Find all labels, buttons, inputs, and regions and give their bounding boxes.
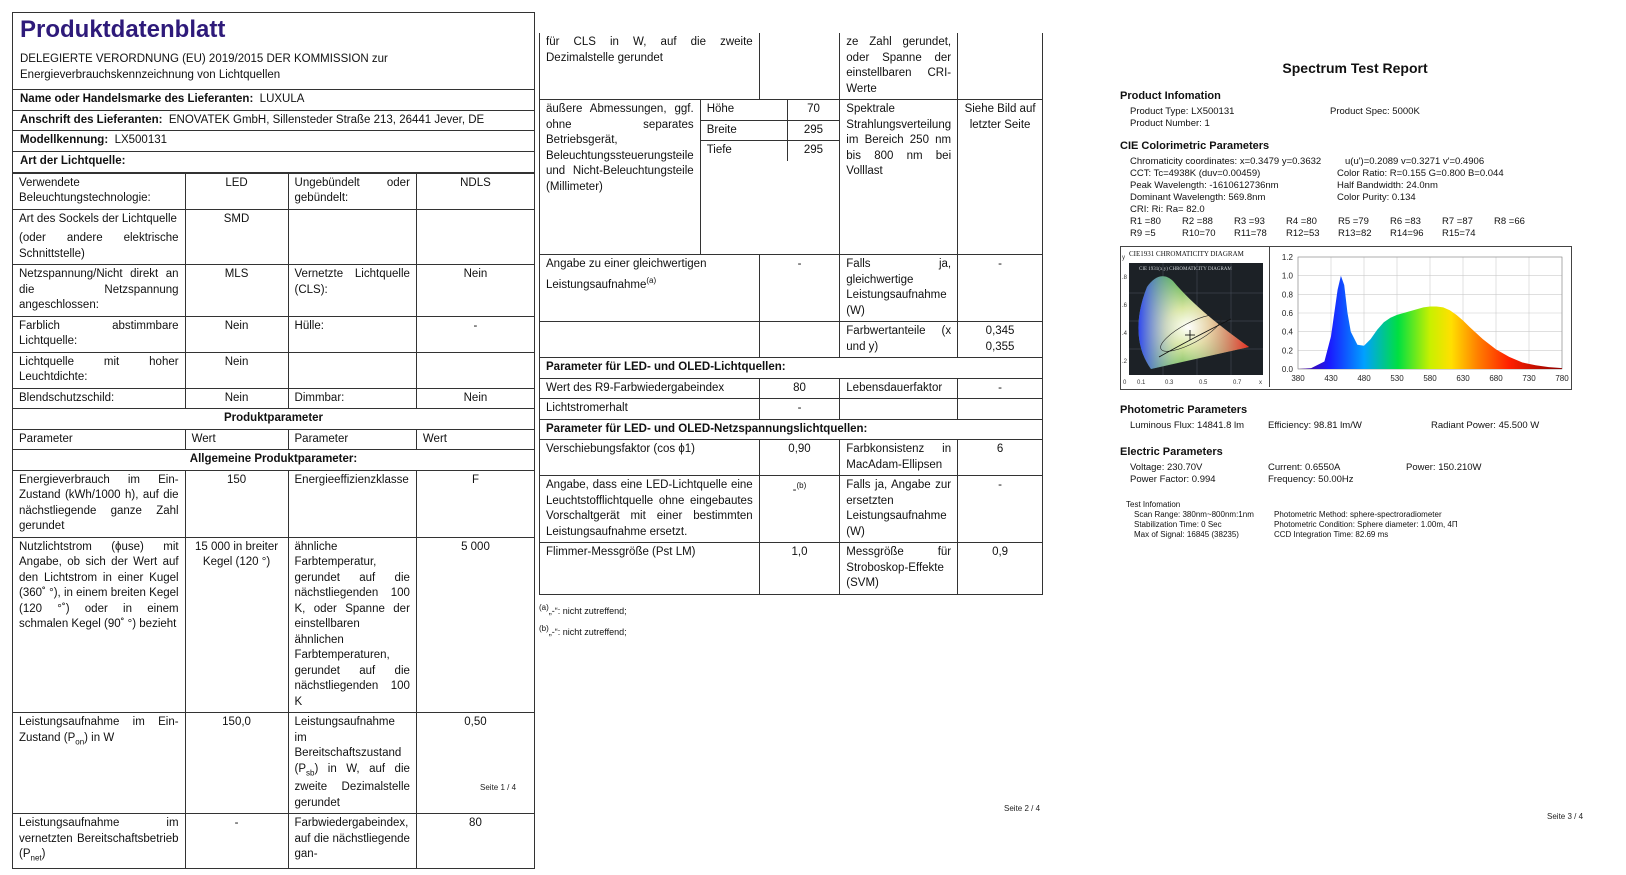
test-info-line xyxy=(1120,530,1590,540)
cie-y-tick: .4 xyxy=(1122,331,1128,337)
x-tick-label: 430 xyxy=(1324,374,1338,383)
text: Leistungsaufnahme im Ein-Zustand (P xyxy=(19,716,179,744)
table-cell: 295 xyxy=(803,144,824,156)
column-header: Parameter xyxy=(288,429,416,450)
table-cell: 0,50 xyxy=(416,713,534,814)
table-row xyxy=(540,358,1043,379)
table-cell: Farbwertanteile (x und y) xyxy=(840,322,958,358)
table-row xyxy=(701,120,840,141)
table-cell: LED xyxy=(185,173,288,209)
table-cell: Spektrale Strahlungsverteilung im Bereich 250 nm bis 800 nm bei Volllast xyxy=(840,100,958,255)
text: ) in W, auf die zweite Dezimalstelle gerundet xyxy=(294,762,410,809)
text: Max of Signal: 16845 (38235) xyxy=(1134,530,1239,539)
table-row xyxy=(540,399,1043,420)
cri-value: R11=78 xyxy=(1234,228,1267,239)
cie-diagram-title: CIE1931 CHROMATICITY DIAGRAM xyxy=(1129,250,1244,258)
y-tick-label: 0.0 xyxy=(1281,365,1293,374)
product-type: Product Type: LX500131 xyxy=(1130,106,1235,117)
table-cell: Falls ja, gleichwertige Leistungsaufnahme (W) xyxy=(840,255,958,322)
table-cell: 6 xyxy=(958,440,1043,476)
electric-line xyxy=(1120,474,1590,486)
test-info-heading: Test Infomation xyxy=(1126,500,1181,509)
page-3 xyxy=(1120,60,1590,540)
table-cell: NDLS xyxy=(416,173,534,209)
model-value: LX500131 xyxy=(114,134,168,146)
cie-x-tick: 0.5 xyxy=(1199,380,1208,386)
table-cell xyxy=(540,255,760,322)
cri-value: R13=82 xyxy=(1338,228,1372,239)
text: Leistungsaufnahme im Bereitschaftszustand (P xyxy=(294,716,402,775)
table-cell: Lebensdauerfaktor xyxy=(840,378,958,399)
table-cell: Farbwiedergabeindex, auf die nächstliegende gan- xyxy=(288,814,416,869)
table-cell: - xyxy=(958,476,1043,543)
table-row xyxy=(13,265,535,317)
section-heading: Allgemeine Produktparameter: xyxy=(13,450,535,471)
cri-value: R12=53 xyxy=(1286,228,1320,239)
cie-diagram xyxy=(1121,247,1270,387)
table-row xyxy=(540,255,1043,322)
y-tick-label: 1.0 xyxy=(1281,271,1293,281)
footnotes xyxy=(539,599,1043,641)
text: Color Purity: 0.134 xyxy=(1337,192,1416,203)
table-cell: 0,90 xyxy=(759,440,840,476)
regulation-text: DELEGIERTE VERORDNUNG (EU) 2019/2015 DER KOMMISSION zur Energieverbrauchskennzeichnung von Lichtquellen xyxy=(13,50,534,90)
table-cell: - xyxy=(958,378,1043,399)
x-tick-label: 780 xyxy=(1555,374,1569,383)
luminous-flux: Luminous Flux: 14841.8 lm xyxy=(1130,420,1245,431)
text: Chromaticity coordinates: x=0.3479 y=0.3632 xyxy=(1130,156,1322,167)
text: Leistungsaufnahme im vernetzten Bereitschaftsbetrieb (P xyxy=(19,817,179,861)
section-heading: Parameter für LED- und OLED-Netzspannungslichtquellen: xyxy=(540,419,1043,440)
cie-line: CRI: Ri: Ra= 82.0 xyxy=(1130,204,1205,215)
x-tick-label: 530 xyxy=(1390,374,1404,383)
product-number: Product Number: 1 xyxy=(1130,118,1210,129)
page1-header-block xyxy=(12,12,535,173)
table-cell xyxy=(288,209,416,265)
cie-x-tick: x xyxy=(1259,380,1262,386)
superscript: (b) xyxy=(539,623,549,633)
model-label: Modellkennung: xyxy=(20,134,109,146)
y-tick-label: 0.8 xyxy=(1281,290,1293,300)
x-tick-label: 730 xyxy=(1522,374,1536,383)
table-cell: für CLS in W, auf die zweite Dezimalstelle gerundet xyxy=(540,33,760,100)
test-info-line xyxy=(1120,520,1590,530)
cri-value: R1 =80 xyxy=(1130,216,1161,227)
column-header: Wert xyxy=(416,429,534,450)
supplier-address-value: ENOVATEK GmbH, Sillensteder Straße 213, 26441 Jever, DE xyxy=(168,113,485,126)
electric-line xyxy=(1120,462,1590,474)
table-cell: Blendschutzschild: xyxy=(13,388,186,409)
table-cell: Tiefe xyxy=(701,141,788,161)
current: Current: 0.6550A xyxy=(1268,462,1341,473)
table-cell: Nein xyxy=(185,316,288,352)
section-heading: Produktparameter xyxy=(13,409,535,430)
supplier-name-value: LUXULA xyxy=(259,93,305,105)
table-row xyxy=(13,388,535,409)
table-cell: 1,0 xyxy=(759,543,840,595)
spectrum-x-ticks xyxy=(1291,374,1569,383)
text: Dominant Wavelength: 569.8nm xyxy=(1130,192,1266,203)
chromaticity-x: 0,345 xyxy=(985,325,1015,337)
supplier-address-row xyxy=(13,111,534,132)
document-title: Produktdatenblatt xyxy=(20,16,226,43)
table-row xyxy=(13,316,535,352)
power: Power: 150.210W xyxy=(1406,462,1482,473)
table-cell: Siehe Bild auf letzter Seite xyxy=(958,100,1043,255)
table-cell xyxy=(13,209,186,265)
table-cell: - xyxy=(759,255,840,322)
table-cell: Wert des R9-Farbwiedergabeindex xyxy=(540,378,760,399)
test-info-line xyxy=(1120,510,1590,520)
superscript: (a) xyxy=(539,602,549,612)
table-cell: - xyxy=(416,316,534,352)
cri-value: R6 =83 xyxy=(1390,216,1421,227)
table-cell: SMD xyxy=(185,209,288,265)
table-cell: Energieeffizienzklasse xyxy=(288,470,416,537)
table-cell: Ungebündelt oder gebündelt: xyxy=(288,173,416,209)
text: CCD Integration Time: 82.69 ms xyxy=(1274,530,1389,539)
table-cell: F xyxy=(416,470,534,537)
cie-diagram-subtitle: CIE 1931(x,y) CHROMATICITY DIAGRAM xyxy=(1139,267,1232,272)
table-cell: Nein xyxy=(416,265,534,317)
text: ) in W xyxy=(84,731,115,744)
text: Angabe zu einer gleichwertigen Leistungsaufnahme xyxy=(546,258,707,291)
table-cell xyxy=(416,209,534,265)
table-cell xyxy=(759,33,840,100)
subscript: net xyxy=(30,853,42,863)
table-cell: Nutzlichtstrom (ϕuse) mit Angabe, ob sich der Wert auf den Lichtstrom in einer Kugel (360˚ °), in einem breiten Kegel (120 °˚) oder in einem schmalen Kegel (90˚ °) bezieht xyxy=(13,537,186,713)
text: Photometric Method: sphere-spectroradiometer xyxy=(1274,510,1442,519)
cri-row-1 xyxy=(1120,216,1590,228)
voltage: Voltage: 230.70V xyxy=(1130,462,1203,473)
table-cell: Verschiebungsfaktor (cos ϕ1) xyxy=(540,440,760,476)
text: Photometric Condition: Sphere diameter: 1.00m, 4Π xyxy=(1274,520,1458,529)
table-cell: Höhe xyxy=(701,100,788,120)
table-row xyxy=(13,537,535,713)
table-cell xyxy=(840,399,958,420)
table-row xyxy=(540,419,1043,440)
dimensions-table xyxy=(701,100,840,161)
table-cell: Messgröße für Stroboskop-Effekte (SVM) xyxy=(840,543,958,595)
table-cell: 295 xyxy=(787,120,839,141)
page-number: Seite 1 / 4 xyxy=(480,783,517,792)
table-row xyxy=(13,209,535,265)
table-row xyxy=(13,429,535,450)
table-row xyxy=(540,476,1043,543)
table-cell: 5 000 xyxy=(416,537,534,713)
table-row xyxy=(13,173,535,209)
table-row xyxy=(13,470,535,537)
table-row xyxy=(13,713,535,814)
spectrum-chart xyxy=(1270,247,1570,387)
table-cell: Farbkonsistenz in MacAdam-Ellipsen xyxy=(840,440,958,476)
cie-x-ticks xyxy=(1123,380,1262,386)
cri-value: R10=70 xyxy=(1182,228,1216,239)
table-row xyxy=(13,814,535,869)
table-row xyxy=(13,352,535,388)
section-heading: Parameter für LED- und OLED-Lichtquellen: xyxy=(540,358,1043,379)
text: Scan Range: 380nm~800nm:1nm xyxy=(1134,510,1254,519)
light-source-type-label: Art der Lichtquelle: xyxy=(20,154,126,167)
table-cell: Falls ja, Angabe zur ersetzten Leistungsaufnahme (W) xyxy=(840,476,958,543)
text: u(u')=0.2089 v=0.3271 v'=0.4906 xyxy=(1345,156,1485,167)
table-cell: 15 000 in breiter Kegel (120 °) xyxy=(185,537,288,713)
table-row xyxy=(540,322,1043,358)
table-cell: MLS xyxy=(185,265,288,317)
table-row xyxy=(701,100,840,120)
chromaticity-y: 0,355 xyxy=(985,340,1015,353)
cie-line xyxy=(1120,192,1590,204)
table-cell: - xyxy=(185,814,288,869)
table-cell: ze Zahl gerundet, oder Spanne der einstellbaren CRI-Werte xyxy=(840,33,958,100)
table-row xyxy=(540,33,1043,100)
table-cell: 150,0 xyxy=(185,713,288,814)
cri-value: R3 =93 xyxy=(1234,216,1265,227)
cie-line xyxy=(1120,168,1590,180)
table-cell: 80 xyxy=(416,814,534,869)
x-tick-label: 580 xyxy=(1423,374,1437,383)
frequency: Frequency: 50.00Hz xyxy=(1268,474,1354,485)
x-tick-label: 630 xyxy=(1456,374,1470,383)
column-header: Wert xyxy=(185,429,288,450)
table-cell xyxy=(13,713,186,814)
cie-y-tick: .8 xyxy=(1122,275,1128,281)
cri-value: R9 =5 xyxy=(1130,228,1156,239)
table-cell xyxy=(759,322,840,358)
cie-heading: CIE Colorimetric Parameters xyxy=(1120,140,1270,152)
cie-y-tick: .6 xyxy=(1122,303,1128,309)
table-row xyxy=(13,450,535,471)
cie-y-tick: .2 xyxy=(1122,359,1128,365)
table-cell: Lichtstromerhalt xyxy=(540,399,760,420)
table-cell xyxy=(13,814,186,869)
table-cell: 80 xyxy=(759,378,840,399)
table-cell: Netzspannung/Nicht direkt an die Netzspannung angeschlossen: xyxy=(13,265,186,317)
table-cell xyxy=(759,476,840,543)
y-tick-label: 0.2 xyxy=(1281,346,1293,356)
cri-value: R15=74 xyxy=(1442,228,1476,239)
cri-value: R4 =80 xyxy=(1286,216,1317,227)
cri-value: R8 =66 xyxy=(1494,216,1525,227)
socket-label: Art des Sockels der Lichtquelle xyxy=(19,212,177,225)
footnote-a xyxy=(539,599,1043,620)
cie-x-tick: 0.1 xyxy=(1137,380,1146,386)
y-tick-label: 0.6 xyxy=(1281,309,1293,318)
page2-table xyxy=(539,33,1043,595)
table-cell: ähnliche Farbtemperatur, gerundet auf die nächstliegenden 100 K, oder Spanne der einstellbaren ähnlichen Farbtemperaturen, gerundet auf die nächstliegenden 100 K xyxy=(288,537,416,713)
table-cell: Verwendete Beleuchtungstechnologie: xyxy=(13,173,186,209)
table-cell: Lichtquelle mit hoher Leuchtdichte: xyxy=(13,352,186,388)
report-title: Spectrum Test Report xyxy=(1282,60,1428,76)
table-cell xyxy=(540,322,760,358)
text: - xyxy=(792,483,797,496)
power-factor: Power Factor: 0.994 xyxy=(1130,474,1216,485)
cri-row-2 xyxy=(1120,228,1590,240)
cie-x-tick: 0 xyxy=(1123,380,1127,386)
cie-line xyxy=(1120,156,1590,168)
y-tick-label: 1.2 xyxy=(1281,253,1293,262)
text: Peak Wavelength: -1610612736nm xyxy=(1130,180,1279,191)
page-number: Seite 3 / 4 xyxy=(1547,812,1584,821)
photometric-heading: Photometric Parameters xyxy=(1120,404,1248,416)
superscript: (a) xyxy=(646,275,657,285)
page1-table xyxy=(12,173,535,870)
table-cell: Flimmer-Messgröße (Pst LM) xyxy=(540,543,760,595)
table-cell: äußere Abmessungen, ggf. ohne separates Betriebsgerät, Beleuchtungssteuerungsteile und Nicht-Beleuchtungsteile (Millimeter) xyxy=(540,100,701,255)
footnote-b xyxy=(539,620,1043,641)
table-cell: Angabe, dass eine LED-Lichtquelle eine Leuchtstofflichtquelle ohne eingebautes Vorschaltgerät mit einer bestimmten Leistungsaufnahme ersetzt. xyxy=(540,476,760,543)
model-row xyxy=(13,131,534,152)
table-cell: Breite xyxy=(701,120,788,141)
table-cell: 70 xyxy=(787,100,839,120)
charts-panel xyxy=(1120,246,1572,390)
page-1 xyxy=(12,12,535,869)
cri-value: R14=96 xyxy=(1390,228,1424,239)
cri-value: R7 =87 xyxy=(1442,216,1473,227)
photometric-line xyxy=(1120,420,1590,432)
light-source-type-row xyxy=(13,152,534,173)
supplier-name-label: Name oder Handelsmarke des Lieferanten: xyxy=(20,93,254,105)
column-header: Parameter xyxy=(13,429,186,450)
supplier-name-row xyxy=(13,90,534,111)
table-cell: 150 xyxy=(185,470,288,537)
cie-y-ticks xyxy=(1122,275,1128,365)
table-cell: Energieverbrauch im Ein-Zustand (kWh/1000 h), auf die nächstliegende ganze Zahl gerundet xyxy=(13,470,186,537)
superscript: (b) xyxy=(796,481,807,490)
cie-line xyxy=(1120,180,1590,192)
x-tick-label: 480 xyxy=(1357,374,1371,383)
cie-diagram-graphic xyxy=(1121,247,1269,387)
table-cell: Vernetzte Lichtquelle (CLS): xyxy=(288,265,416,317)
x-tick-label: 680 xyxy=(1489,374,1503,383)
table-cell: 0,9 xyxy=(958,543,1043,595)
x-tick-label: 380 xyxy=(1291,374,1305,383)
table-cell xyxy=(958,399,1043,420)
subscript: on xyxy=(75,736,85,746)
table-cell xyxy=(958,322,1043,358)
spectrum-y-ticks xyxy=(1282,253,1294,374)
table-row xyxy=(540,543,1043,595)
table-cell xyxy=(416,352,534,388)
product-spec: Product Spec: 5000K xyxy=(1330,106,1420,117)
efficiency: Efficiency: 98.81 lm/W xyxy=(1268,420,1362,431)
table-cell xyxy=(958,33,1043,100)
product-info-line xyxy=(1120,106,1590,118)
dimensions-cell xyxy=(700,100,840,255)
table-row xyxy=(701,141,840,161)
table-cell xyxy=(288,352,416,388)
cie-x-tick: 0.3 xyxy=(1165,380,1174,386)
table-cell: Farblich abstimmbare Lichtquelle: xyxy=(13,316,186,352)
table-row xyxy=(540,100,1043,255)
text: CCT: Tc=4938K (duv=0.00459) xyxy=(1130,168,1261,179)
text: Half Bandwidth: 24.0nm xyxy=(1337,180,1438,191)
text: „-“: nicht zutreffend; xyxy=(548,605,627,616)
table-row xyxy=(540,440,1043,476)
table-cell: Nein xyxy=(416,388,534,409)
cie-x-tick: 0.7 xyxy=(1233,380,1242,386)
table-cell: Nein xyxy=(185,388,288,409)
text: „-“: nicht zutreffend; xyxy=(548,626,627,637)
table-cell: - xyxy=(759,399,840,420)
table-cell: Hülle: xyxy=(288,316,416,352)
y-tick-label: 0.4 xyxy=(1281,327,1293,337)
table-row xyxy=(540,378,1043,399)
socket-label-2: (oder andere elektrische Schnittstelle) xyxy=(19,232,179,260)
table-cell: - xyxy=(958,255,1043,322)
electric-heading: Electric Parameters xyxy=(1120,446,1223,458)
table-row xyxy=(13,409,535,430)
text: ) xyxy=(41,848,46,861)
supplier-address-label: Anschrift des Lieferanten: xyxy=(20,113,163,126)
table-cell: Nein xyxy=(185,352,288,388)
text: Stabilization Time: 0 Sec xyxy=(1134,520,1222,529)
text: Color Ratio: R=0.155 G=0.800 B=0.044 xyxy=(1337,168,1504,179)
cie-axis-label-y: y xyxy=(1122,255,1125,261)
cri-value: R5 =79 xyxy=(1338,216,1369,227)
radiant-power: Radiant Power: 45.500 W xyxy=(1431,420,1540,431)
subscript: sb xyxy=(306,767,315,777)
page-2 xyxy=(539,33,1043,641)
cri-value: R2 =88 xyxy=(1182,216,1213,227)
table-cell xyxy=(288,713,416,814)
table-cell: Dimmbar: xyxy=(288,388,416,409)
page-number: Seite 2 / 4 xyxy=(1004,804,1041,813)
product-info-heading: Product Infomation xyxy=(1120,90,1221,102)
